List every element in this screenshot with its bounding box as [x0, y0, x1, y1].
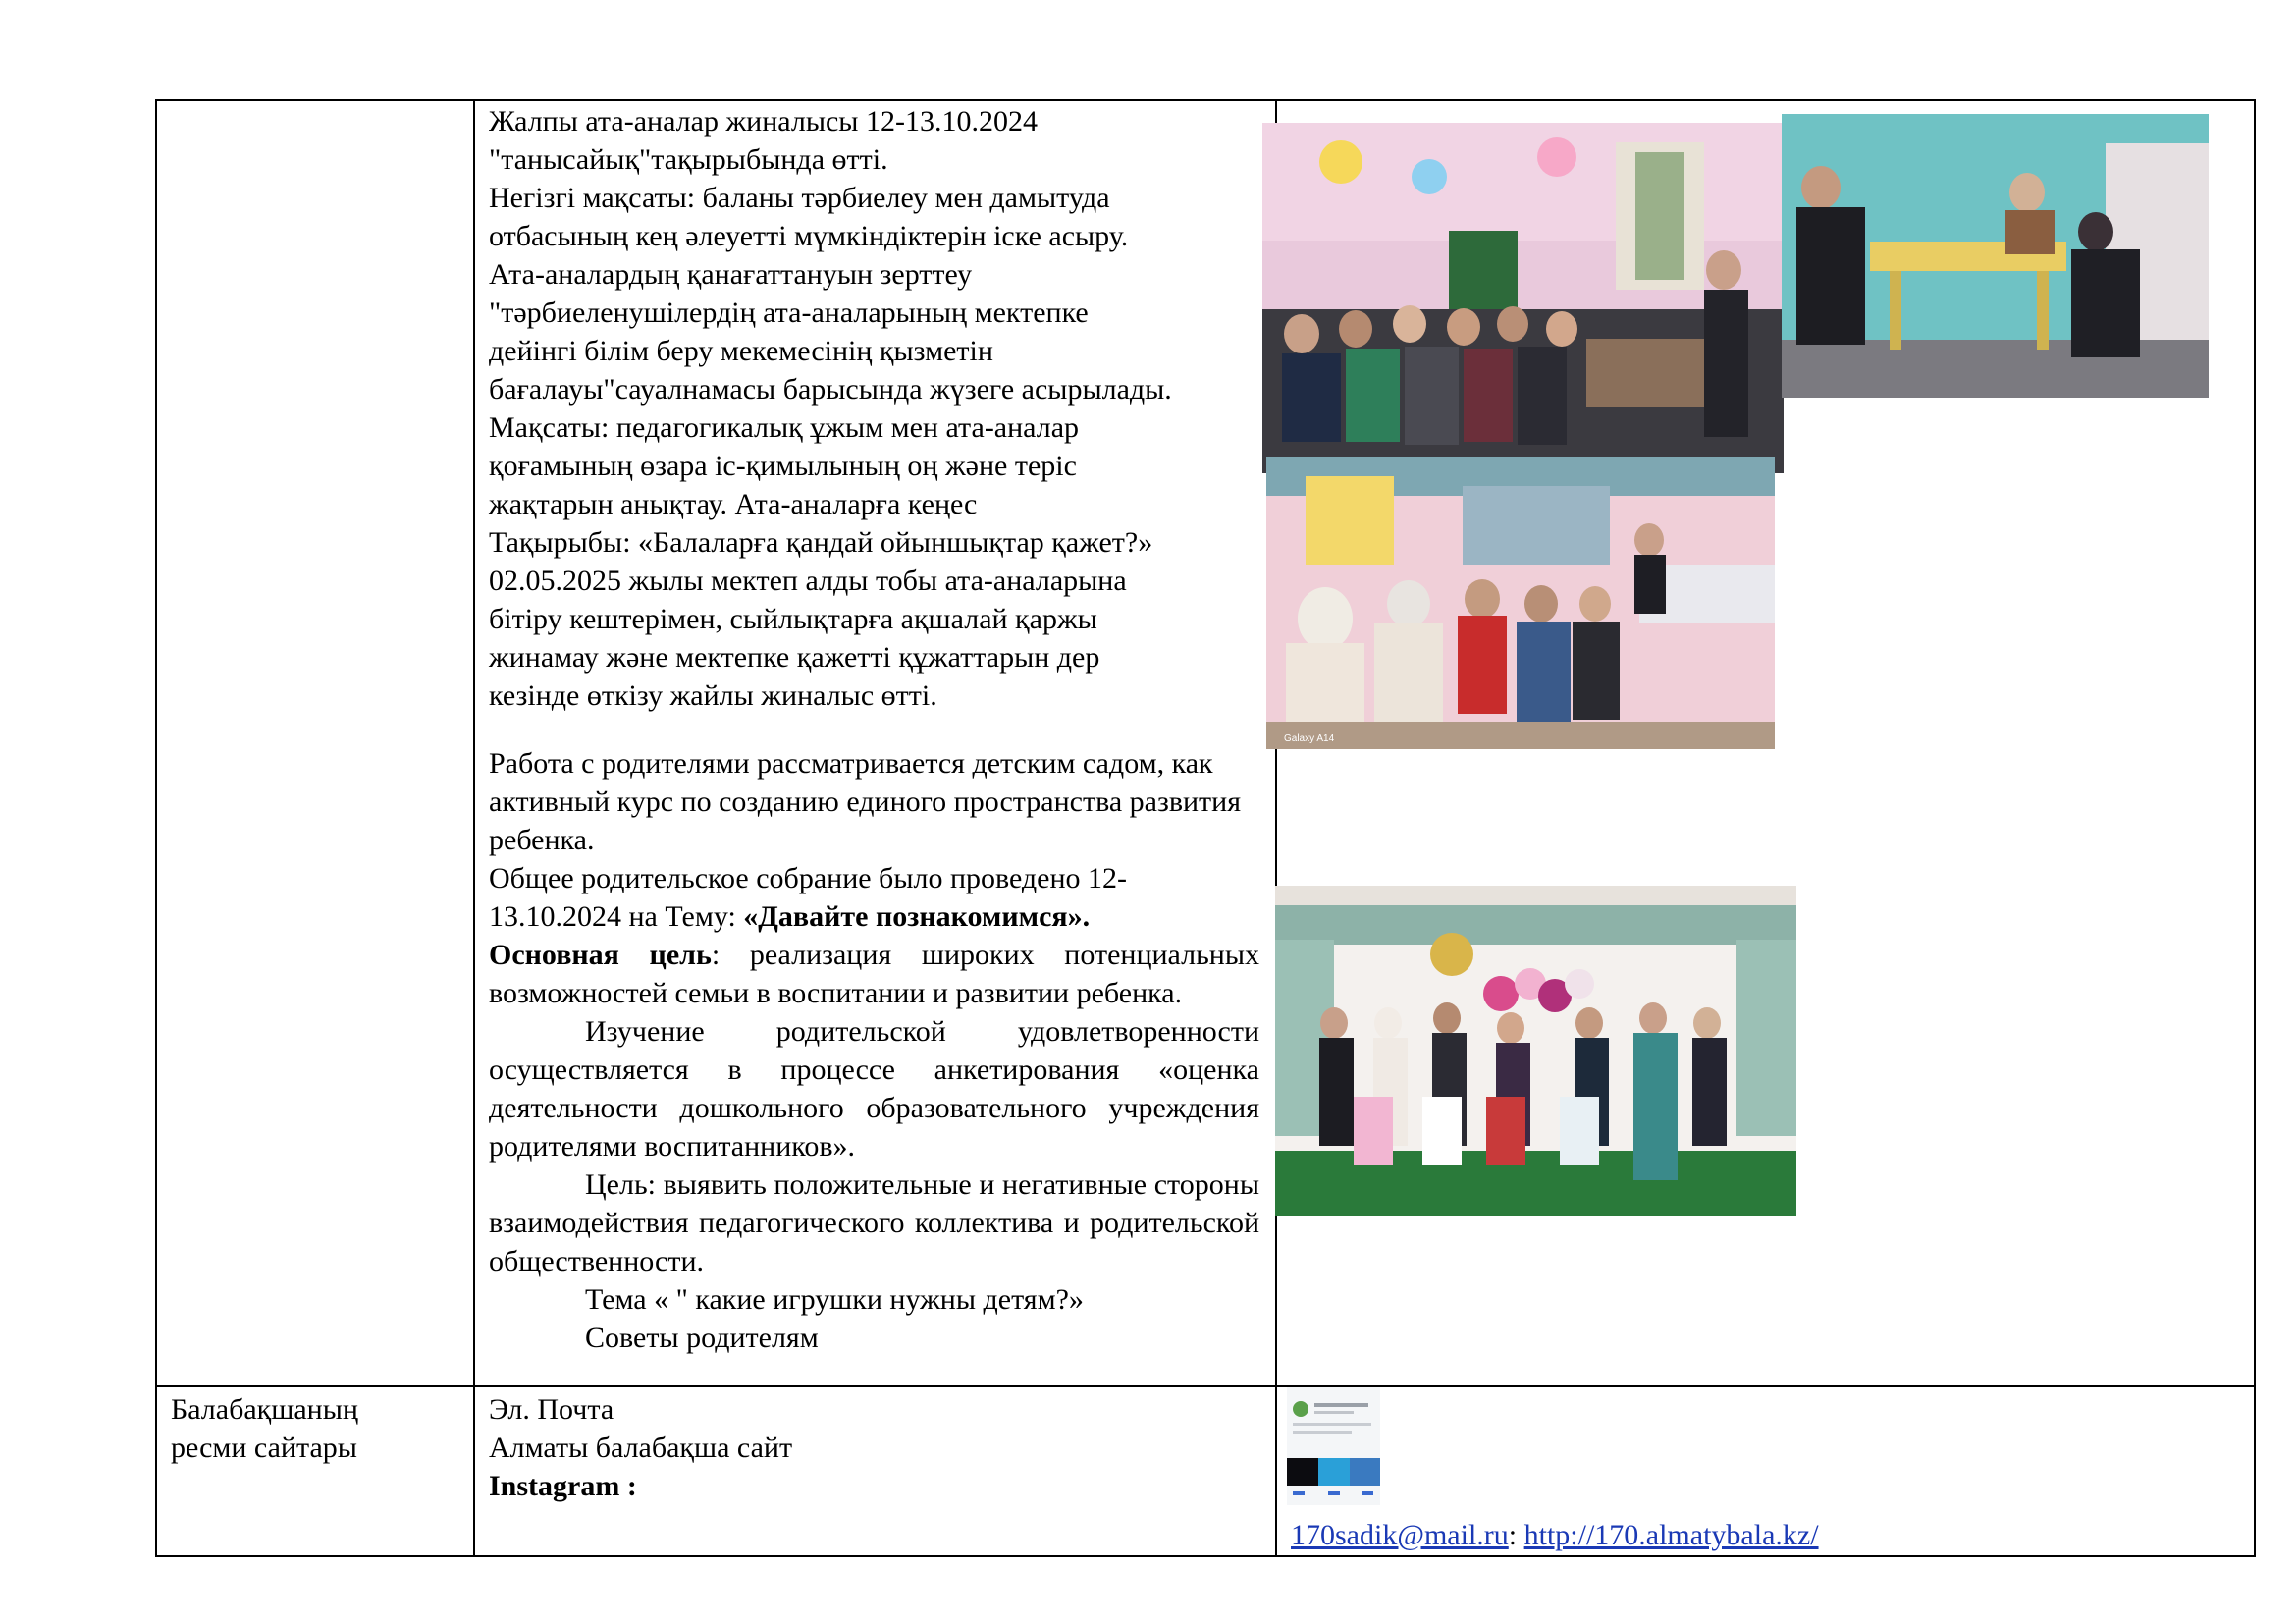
kazakh-line: "танысайық"тақырыбында өтті.	[489, 143, 888, 176]
column-divider-1	[473, 99, 475, 1557]
row-divider	[155, 1385, 2256, 1387]
kazakh-text-block	[489, 102, 1264, 715]
link-separator: :	[1508, 1519, 1524, 1551]
kazakh-line: Ата-аналардың қанағаттануын зерттеу	[489, 258, 973, 291]
links-paragraph	[1291, 1516, 2233, 1554]
kazakh-line: Жалпы ата-аналар жиналысы 12-13.10.2024	[489, 105, 1038, 137]
russian-text-block	[489, 744, 1259, 1357]
goal-paragraph	[489, 936, 1259, 1012]
intro-paragraph: Работа с родителями рассматривается детским садом, как активный курс по созданию единого пространства развития ребенка.	[489, 747, 1242, 856]
photo-caption: Galaxy A14	[1284, 733, 1335, 744]
instagram-thumbnail[interactable]	[1287, 1387, 1380, 1505]
meeting-hall-photo	[1262, 123, 1784, 473]
kazakh-line: бағалауы"сауалнамасы барысында жүзеге асырылады.	[489, 373, 1172, 406]
contact-labels	[489, 1390, 1255, 1505]
official-sites-label	[171, 1390, 465, 1467]
kazakh-line: жақтарын анықтау. Ата-аналарға кеңес	[489, 488, 978, 520]
official-sites-line: ресми сайтары	[171, 1432, 357, 1464]
meeting-topic: «Давайте познакомимся».	[743, 900, 1091, 933]
aim-paragraph	[489, 1165, 1259, 1280]
kazakh-line: жинамау және мектепке қажетті құжаттарын дер	[489, 641, 1100, 674]
site-label: Алматы балабақша сайт	[489, 1432, 793, 1464]
group-meeting-photo	[1266, 457, 1775, 749]
study-paragraph	[489, 1012, 1259, 1165]
aim-text: Цель: выявить положительные и негативные стороны взаимодействия педагогического коллектива и родительской общественности.	[489, 1168, 1259, 1277]
official-sites-line: Балабақшаның	[171, 1393, 358, 1426]
kazakh-line: "тәрбиеленушілердің ата-аналарының мектепке	[489, 297, 1089, 329]
meeting-prefix: Общее родительское собрание было проведено 12-13.10.2024 на Тему:	[489, 862, 1128, 933]
kazakh-line: 02.05.2025 жылы мектеп алды тобы ата-аналарына	[489, 565, 1127, 597]
kazakh-line: Тақырыбы: «Балаларға қандай ойыншықтар қажет?»	[489, 526, 1153, 559]
kazakh-line: отбасының кең әлеуетті мүмкіндіктерін іске асыру.	[489, 220, 1129, 252]
email-label: Эл. Почта	[489, 1393, 614, 1426]
goal-label: Основная цель	[489, 939, 712, 971]
study-text: Изучение родительской удовлетворенности осуществляется в процессе анкетирования «оценка деятельности дошкольного образовательного учреждения родителями воспитанников».	[489, 1015, 1259, 1163]
kazakh-line: Негізгі мақсаты: баланы тәрбиелеу мен дамытуда	[489, 182, 1110, 214]
instagram-label: Instagram :	[489, 1470, 637, 1502]
meeting-paragraph	[489, 859, 1259, 936]
kazakh-line: бітіру кештерімен, сыйлықтарға ақшалай қаржы	[489, 603, 1097, 635]
consultation-photo	[1782, 114, 2209, 398]
goal-text: : реализация широких потенциальных возможностей семьи в воспитании и развитии ребенка.	[489, 939, 1259, 1009]
theme-paragraph: Тема « " какие игрушки нужны детям?»	[585, 1283, 1084, 1316]
kazakh-line: қоғамының өзара іс-қимылының оң және теріс	[489, 450, 1077, 482]
advice-paragraph: Советы родителям	[585, 1322, 819, 1354]
kazakh-line: Мақсаты: педагогикалық ұжым мен ата-аналар	[489, 411, 1080, 444]
kazakh-line: кезінде өткізу жайлы жиналыс өтті.	[489, 679, 937, 712]
email-link[interactable]: 170sadik@mail.ru	[1291, 1519, 1509, 1551]
links-line	[1291, 1516, 2233, 1554]
site-link[interactable]: http://170.almatybala.kz/	[1523, 1519, 1819, 1551]
kazakh-line: дейінгі білім беру мекемесінің қызметін	[489, 335, 993, 367]
graduation-photo	[1275, 886, 1796, 1216]
